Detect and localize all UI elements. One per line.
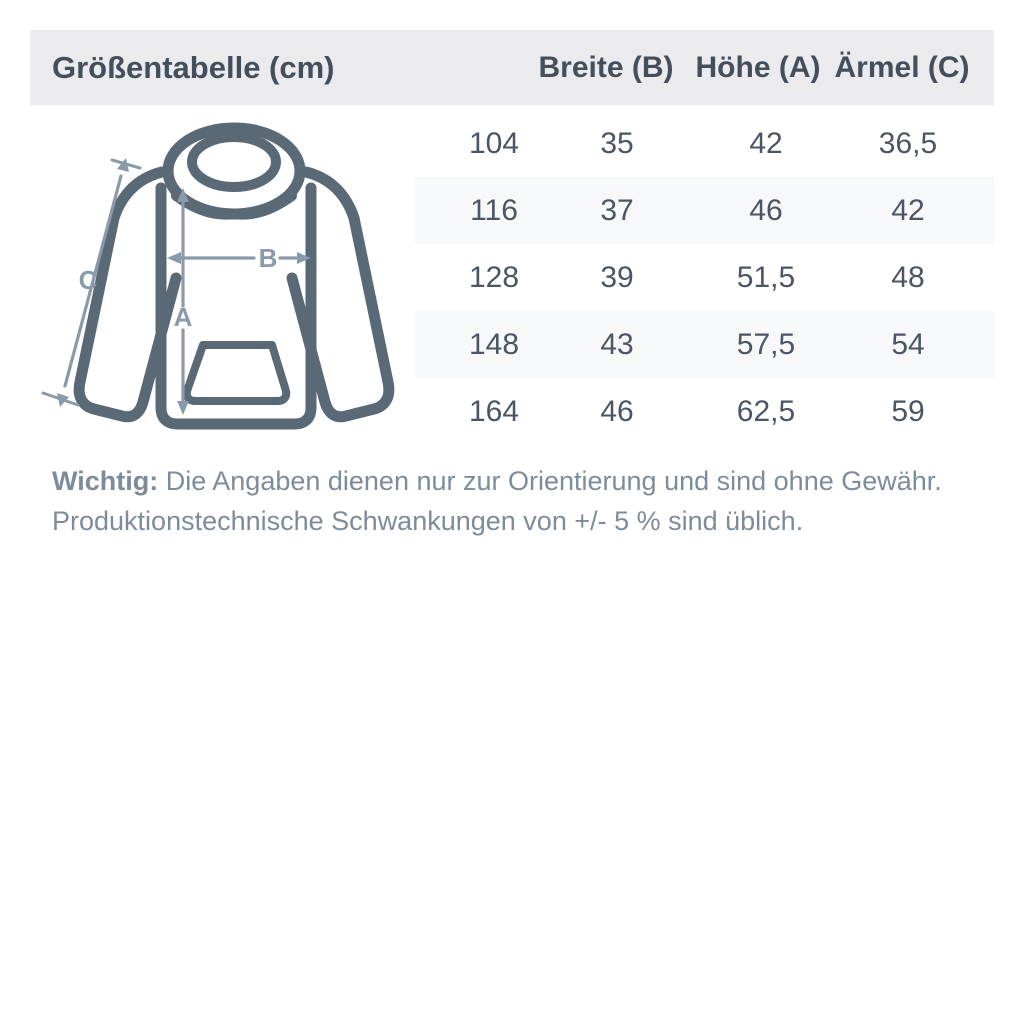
- cell-size: 164: [468, 395, 520, 428]
- note-line-2: Produktionstechnische Schwankungen von +/- 5 % sind üblich.: [52, 506, 804, 536]
- cell-aermel: 42: [891, 194, 925, 227]
- hoodie-outline-icon: [79, 128, 389, 424]
- note-line-1: [52, 461, 992, 501]
- note-prefix: Wichtig:: [52, 466, 159, 496]
- column-header-hoehe: Höhe (A): [695, 51, 821, 84]
- disclaimer-note: [52, 461, 992, 541]
- note-text-1: Die Angaben dienen nur zur Orientierung und sind ohne Gewähr.: [165, 466, 942, 496]
- label-a: A: [173, 302, 193, 332]
- table-row: [415, 378, 994, 445]
- table-row: [415, 244, 994, 311]
- cell-breite: 43: [600, 328, 634, 361]
- cell-hoehe: 57,5: [736, 328, 796, 361]
- table-row: [415, 110, 994, 177]
- hoodie-measurement-diagram: [30, 110, 415, 455]
- cell-breite: 39: [600, 261, 634, 294]
- table-row: [415, 311, 994, 378]
- cell-hoehe: 62,5: [736, 395, 796, 428]
- label-c: C: [78, 265, 98, 295]
- cell-aermel: 36,5: [878, 127, 938, 160]
- size-table: [415, 110, 994, 445]
- cell-breite: 35: [600, 127, 634, 160]
- cell-aermel: 54: [891, 328, 925, 361]
- cell-hoehe: 46: [749, 194, 783, 227]
- cell-breite: 37: [600, 194, 634, 227]
- cell-hoehe: 51,5: [736, 261, 796, 294]
- cell-size: 128: [468, 261, 520, 294]
- cell-size: 148: [468, 328, 520, 361]
- page-title: Größentabelle (cm): [52, 50, 335, 85]
- label-b: B: [258, 243, 278, 273]
- column-header-aermel: Ärmel (C): [834, 51, 970, 84]
- cell-hoehe: 42: [749, 127, 783, 160]
- column-header-breite: Breite (B): [538, 51, 674, 84]
- cell-aermel: 59: [891, 395, 925, 428]
- cell-size: 104: [468, 127, 520, 160]
- cell-size: 116: [470, 194, 518, 227]
- cell-breite: 46: [600, 395, 634, 428]
- table-header-bar: [30, 30, 994, 105]
- cell-aermel: 48: [891, 261, 925, 294]
- table-row: [415, 177, 994, 244]
